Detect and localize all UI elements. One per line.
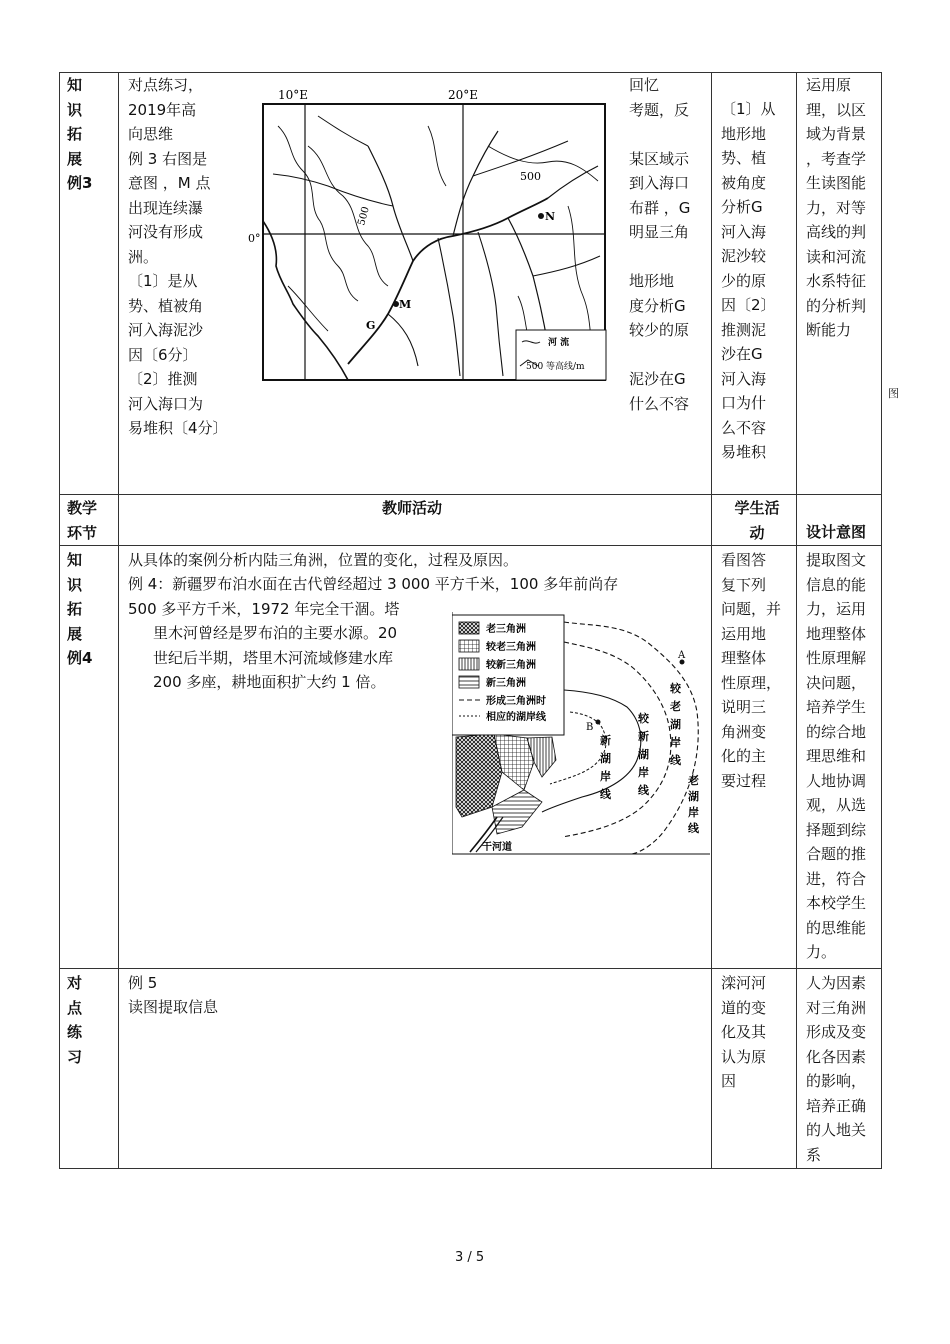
shoreNew-char: 湖 bbox=[600, 752, 611, 765]
row1-student-line: 沙在G bbox=[721, 345, 763, 363]
row1-student-line: 地形地 bbox=[721, 124, 767, 143]
row1-col-b-line: 回忆 bbox=[629, 76, 660, 94]
row1-col-a-line: 易堆积〔4分〕 bbox=[128, 419, 228, 437]
legend-shoreline-2: 相应的湖岸线 bbox=[486, 712, 546, 723]
row2-design-line: 观，从选 bbox=[806, 796, 867, 814]
row2-design-line: 本校学生 bbox=[806, 894, 867, 912]
row3-label-char: 对 bbox=[67, 974, 83, 992]
shoreNewer-char: 线 bbox=[638, 784, 649, 797]
row2-design-line: 理思维和 bbox=[806, 747, 867, 765]
shoreNewer-char: 湖 bbox=[638, 748, 649, 761]
row3-label-char: 习 bbox=[67, 1047, 83, 1066]
row3-design-line: 的人地关 bbox=[806, 1121, 867, 1139]
shore-newer-label bbox=[637, 711, 650, 797]
row1-student-line: 被角度 bbox=[721, 173, 767, 192]
row1-col-b-line: 泥沙在G bbox=[629, 370, 686, 388]
row2-design-line: 信息的能 bbox=[806, 575, 867, 594]
row2-student-line: 角洲变 bbox=[721, 722, 767, 741]
row1-design-line: 的分析判 bbox=[806, 296, 867, 315]
row1-student-line: 口为什 bbox=[721, 394, 767, 412]
row1-col-b-line: 某区域示 bbox=[629, 149, 690, 168]
shoreNewer-char: 较 bbox=[638, 712, 649, 725]
row2-label-char: 例4 bbox=[67, 649, 93, 667]
row1-label-char: 例3 bbox=[67, 174, 93, 192]
row1-student-line: 势、植 bbox=[721, 149, 767, 167]
row1-col-b-line bbox=[629, 245, 709, 270]
shoreNew-char: 线 bbox=[600, 788, 611, 801]
row2-design-line: 力，运用 bbox=[806, 600, 867, 618]
row2-label-char: 知 bbox=[67, 551, 83, 569]
row1-student-line: 推测泥 bbox=[721, 320, 767, 339]
row1-student-line: 少的原 bbox=[721, 271, 767, 290]
legend-shoreline-1: 形成三角洲时 bbox=[486, 696, 546, 707]
row1-col-a-line: 势、植被角 bbox=[128, 296, 204, 315]
shoreOld-char: 线 bbox=[688, 822, 699, 835]
header-col2: 教师活动 bbox=[382, 499, 443, 517]
row1-col-a-line: 〔1〕是从 bbox=[128, 272, 198, 290]
row2-design-line: 决问题， bbox=[806, 673, 867, 692]
row1-student-line: 么不容 bbox=[721, 418, 767, 437]
legend-river: 河 流 bbox=[548, 338, 570, 348]
row2-student-line: 复下列 bbox=[721, 575, 767, 594]
row1-design-line: 生读图能 bbox=[806, 174, 867, 192]
row1-col-a bbox=[128, 73, 236, 441]
col-divider-3 bbox=[796, 72, 797, 1169]
page-number: 3 / 5 bbox=[455, 1250, 485, 1265]
row1-student-line: 〔1〕从 bbox=[721, 100, 776, 118]
row1-student-line: 河入海 bbox=[721, 222, 767, 241]
row1-col-a-line: 河没有形成 bbox=[128, 223, 204, 241]
row1-col-b-line bbox=[629, 343, 709, 368]
side-mark: 图 bbox=[888, 387, 899, 400]
lon-left-label: 10°E bbox=[278, 88, 309, 102]
row1-student-line: 河入海 bbox=[721, 369, 767, 388]
row1-design-line: 断能力 bbox=[806, 321, 852, 339]
delta-map bbox=[452, 612, 710, 856]
row2-design-line: 性原理解 bbox=[806, 649, 867, 667]
row2-design-line: 择题到综 bbox=[806, 820, 867, 839]
row3-task: 读图提取信息 bbox=[128, 998, 219, 1016]
row1-design-line: 水系特征 bbox=[806, 272, 867, 290]
row2-student-line: 运用地 bbox=[721, 624, 767, 643]
row1-student-line: 因〔2〕 bbox=[721, 296, 776, 314]
row2-design bbox=[806, 548, 882, 965]
row3-design-line: 人为因素 bbox=[806, 974, 867, 992]
row2-design-line: 培养学生 bbox=[806, 698, 867, 716]
point-a: A bbox=[678, 650, 686, 661]
row2-student bbox=[721, 548, 796, 793]
shoreNew-char: 新 bbox=[600, 734, 611, 747]
lat-label: 0° bbox=[248, 232, 261, 245]
row2-design-line: 进，符合 bbox=[806, 869, 867, 888]
shoreOlder-char: 湖 bbox=[670, 718, 681, 731]
shoreOld-char: 岸 bbox=[688, 806, 699, 819]
point-n: N bbox=[545, 210, 556, 223]
row2-ex-line4: 世纪后半期，塔里木河流域修建水库 bbox=[153, 649, 394, 667]
row1-design-line: ，考查学 bbox=[806, 149, 867, 168]
row1-col-b-line: 较少的原 bbox=[629, 321, 690, 339]
row1-label-char: 知 bbox=[67, 76, 83, 94]
header-col1 bbox=[67, 496, 97, 545]
row2-design-line: 地理整体 bbox=[806, 624, 867, 643]
row1-col-a-line: 意图 ，M 点 bbox=[128, 174, 211, 192]
row3-design bbox=[806, 971, 882, 1167]
row1-col-b-line: 考题，反 bbox=[629, 100, 690, 119]
header-col1-line: 环节 bbox=[67, 523, 98, 542]
row1-design-line: 域为背景 bbox=[806, 125, 867, 143]
shoreOlder-char: 岸 bbox=[670, 736, 681, 749]
row3-design-line: 对三角洲 bbox=[806, 998, 867, 1017]
legend-contour-value: 500 bbox=[526, 362, 544, 372]
contour-label-b: 500 bbox=[356, 205, 372, 227]
row3-top-border bbox=[59, 968, 882, 969]
row2-design-line: 力。 bbox=[806, 943, 837, 961]
row2-label-char: 识 bbox=[67, 575, 83, 594]
point-m: M bbox=[399, 298, 412, 311]
row1-col-b-line: 地形地 bbox=[629, 272, 675, 290]
row2-student-line: 化的主 bbox=[721, 747, 767, 765]
legend-old-delta: 老三角洲 bbox=[486, 624, 526, 635]
row2-ex-line1: 例 4：新疆罗布泊水面在古代曾经超过 3 000 平方千米，100 多年前尚存 bbox=[128, 575, 619, 593]
row1-col-a-line: 〔2〕推测 bbox=[128, 370, 198, 388]
row2-student-line: 理整体 bbox=[721, 649, 767, 667]
row2-design-line: 的思维能 bbox=[806, 918, 867, 937]
row1-label-char: 展 bbox=[67, 149, 83, 168]
row1-col-a-line: 因〔6分〕 bbox=[128, 345, 198, 364]
row3-label-char: 点 bbox=[67, 998, 83, 1017]
row1-student bbox=[721, 97, 796, 465]
contour-label-a: 500 bbox=[520, 170, 541, 183]
shoreOlder-char: 老 bbox=[670, 700, 681, 713]
shoreOlder-char: 线 bbox=[670, 754, 681, 767]
row1-col-b-line: 什么不容 bbox=[629, 394, 690, 413]
header-col1-line: 教学 bbox=[67, 499, 98, 517]
row3-student-line: 滦河河 bbox=[721, 974, 767, 992]
row2-ex-line2: 500 多平方千米，1972 年完全干涸。塔 bbox=[128, 600, 400, 618]
row1-student-line: 分析G bbox=[721, 198, 763, 216]
row2-label-char: 展 bbox=[67, 624, 83, 643]
row1-col-a-line: 向思维 bbox=[128, 125, 174, 143]
row2-label bbox=[67, 548, 117, 671]
table-bottom-border bbox=[59, 1168, 882, 1169]
row2-ex-line3: 里木河曾经是罗布泊的主要水源。20 bbox=[153, 624, 398, 642]
shore-older-label bbox=[669, 681, 682, 767]
header-col3 bbox=[727, 496, 787, 545]
row2-ex-line5: 200 多座，耕地面积扩大约 1 倍。 bbox=[153, 673, 386, 691]
shore-old-label bbox=[688, 773, 700, 835]
col-divider-2 bbox=[711, 72, 712, 1169]
row1-design-line: 读和河流 bbox=[806, 247, 867, 266]
point-b: B bbox=[586, 722, 594, 733]
row1-student-line: 易堆积 bbox=[721, 443, 767, 461]
row1-label-char: 拓 bbox=[67, 125, 83, 143]
row3-label-char: 练 bbox=[67, 1023, 83, 1041]
row2-design-line: 的综合地 bbox=[806, 722, 867, 741]
row1-col-b-line: 明显三角 bbox=[629, 223, 690, 241]
table-left-border bbox=[59, 72, 60, 1169]
row1-col-a-line: 对点练习， bbox=[128, 76, 204, 94]
row1-design-line: 高线的判 bbox=[806, 223, 867, 241]
row1-label-char: 识 bbox=[67, 100, 83, 119]
row1-col-a-line: 河入海口为 bbox=[128, 394, 204, 413]
row2-student-line: 说明三 bbox=[721, 698, 767, 716]
row3-design-line: 形成及变 bbox=[806, 1023, 867, 1041]
row2-design-line: 人地协调 bbox=[806, 771, 867, 790]
point-g: G bbox=[366, 319, 376, 332]
header-bottom-border bbox=[59, 545, 882, 546]
row3-student-line: 因 bbox=[721, 1072, 737, 1090]
row2-student-line: 要过程 bbox=[721, 771, 767, 790]
row2-label-char: 拓 bbox=[67, 600, 83, 618]
shoreNew-char: 岸 bbox=[600, 770, 611, 783]
river-map bbox=[248, 86, 610, 384]
row1-col-b-line: 布群 ，G bbox=[629, 198, 691, 217]
row1-col-b-line: 到入海口 bbox=[629, 174, 690, 192]
row1-design bbox=[806, 73, 882, 343]
row1-label bbox=[67, 73, 117, 196]
shoreNewer-char: 新 bbox=[638, 730, 649, 743]
row3-design-line: 培养正确 bbox=[806, 1096, 867, 1115]
row1-col-b-line bbox=[629, 122, 709, 147]
row1-col-a-line: 洲。 bbox=[128, 247, 159, 266]
row3-student bbox=[721, 971, 796, 1094]
shoreNewer-char: 岸 bbox=[638, 766, 649, 779]
dry-river-label: 干河道 bbox=[482, 842, 512, 853]
row3-student-line: 道的变 bbox=[721, 998, 767, 1017]
row3-ex: 例 5 bbox=[128, 974, 158, 992]
row1-design-line: 运用原 bbox=[806, 76, 852, 94]
row1-col-a-line: 出现连续瀑 bbox=[128, 198, 204, 217]
row1-col-a-line: 例 3 右图是 bbox=[128, 149, 208, 168]
row3-design-line: 系 bbox=[806, 1145, 822, 1164]
row1-col-b bbox=[629, 73, 709, 416]
row2-design-line: 合题的推 bbox=[806, 845, 867, 863]
shoreOld-char: 老 bbox=[688, 774, 699, 787]
legend-new-delta: 新三角洲 bbox=[486, 678, 526, 689]
header-col4: 设计意图 bbox=[806, 523, 867, 541]
row1-design-line: 理，以区 bbox=[806, 100, 867, 119]
shore-new-label bbox=[600, 733, 612, 801]
row2-design-line: 提取图文 bbox=[806, 551, 867, 569]
row2-student-line: 性原理， bbox=[721, 673, 782, 692]
legend-contour-text: 等高线/m bbox=[546, 362, 585, 372]
row2-student-line: 看图答 bbox=[721, 551, 767, 569]
legend-newer-delta: 较新三角洲 bbox=[486, 660, 536, 671]
row1-col-a-line: 河入海泥沙 bbox=[128, 321, 204, 339]
row1-col-a-line: 2019年高 bbox=[128, 100, 197, 119]
row3-design-line: 的影响， bbox=[806, 1072, 867, 1090]
row1-design-line: 力，对等 bbox=[806, 198, 867, 217]
row3-label bbox=[67, 971, 117, 1069]
lon-right-label: 20°E bbox=[448, 88, 479, 102]
row3-student-line: 认为原 bbox=[721, 1047, 767, 1066]
row3-design-line: 化各因素 bbox=[806, 1047, 867, 1066]
header-col3-line: 学生活 bbox=[734, 499, 780, 517]
legend-older-delta: 较老三角洲 bbox=[486, 642, 536, 653]
shoreOld-char: 湖 bbox=[688, 790, 699, 803]
row1-col-b-line: 度分析G bbox=[629, 296, 686, 315]
row3-student-line: 化及其 bbox=[721, 1023, 767, 1041]
row2-intro: 从具体的案例分析内陆三角洲，位置的变化，过程及原因。 bbox=[128, 551, 519, 569]
header-col3-line: 动 bbox=[749, 523, 765, 542]
row2-student-line: 问题，并 bbox=[721, 600, 782, 618]
col-divider-1 bbox=[118, 72, 119, 1169]
shoreOlder-char: 较 bbox=[670, 682, 681, 695]
header-top-border bbox=[59, 494, 882, 495]
row1-student-line: 泥沙较 bbox=[721, 247, 767, 265]
